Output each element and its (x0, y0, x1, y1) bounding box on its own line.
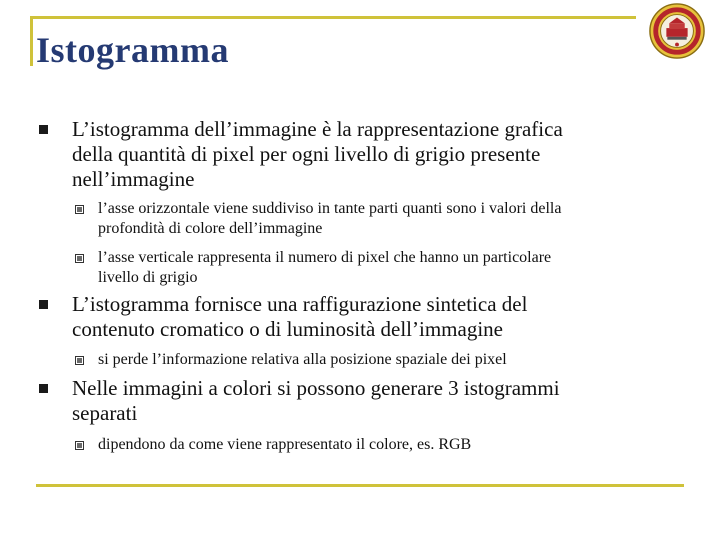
bullet-line: contenuto cromatico o di luminosità dell’immagine (72, 317, 503, 341)
bullet-line: della quantità di pixel per ogni livello di grigio presente (72, 142, 541, 166)
sub-bullet-marker (75, 356, 84, 365)
sub-bullet-line: l’asse orizzontale viene suddiviso in tante parti quanti sono i valori della (98, 200, 562, 217)
top-decorative-rule (30, 16, 636, 19)
sub-bullet-line: livello di grigio (98, 269, 198, 286)
bullet-marker (39, 300, 48, 309)
sub-bullet-marker (75, 254, 84, 263)
sub-bullet-line: profondità di colore dell’immagine (98, 220, 323, 237)
sub-bullet-marker (75, 205, 84, 214)
sub-bullet-line: l’asse verticale rappresenta il numero di pixel che hanno un particolare (98, 249, 552, 266)
bullet-text (72, 292, 662, 342)
bullet-line: L’istogramma fornisce una raffigurazione sintetica del (72, 292, 528, 316)
sub-bullet-line: dipendono da come viene rappresentato il colore, es. RGB (98, 436, 472, 453)
bullet-line: L’istogramma dell’immagine è la rappresentazione grafica (72, 117, 563, 141)
slide-title: Istogramma (36, 30, 229, 70)
sub-bullet-text (98, 199, 688, 239)
bottom-decorative-rule (36, 484, 684, 487)
bullet-marker (39, 125, 48, 134)
sub-bullet-text (98, 435, 688, 455)
left-decorative-rule (30, 16, 33, 66)
bullet-text (72, 117, 662, 192)
bullet-line: Nelle immagini a colori si possono generare 3 istogrammi (72, 376, 560, 400)
bullet-text (72, 376, 662, 426)
university-seal-logo (648, 2, 706, 60)
bullet-line: separati (72, 401, 138, 425)
sub-bullet-line: si perde l’informazione relativa alla posizione spaziale dei pixel (98, 351, 507, 368)
sub-bullet-text (98, 350, 688, 370)
sub-bullet-marker (75, 441, 84, 450)
bullet-marker (39, 384, 48, 393)
sub-bullet-text (98, 248, 688, 288)
bullet-line: nell’immagine (72, 167, 195, 191)
